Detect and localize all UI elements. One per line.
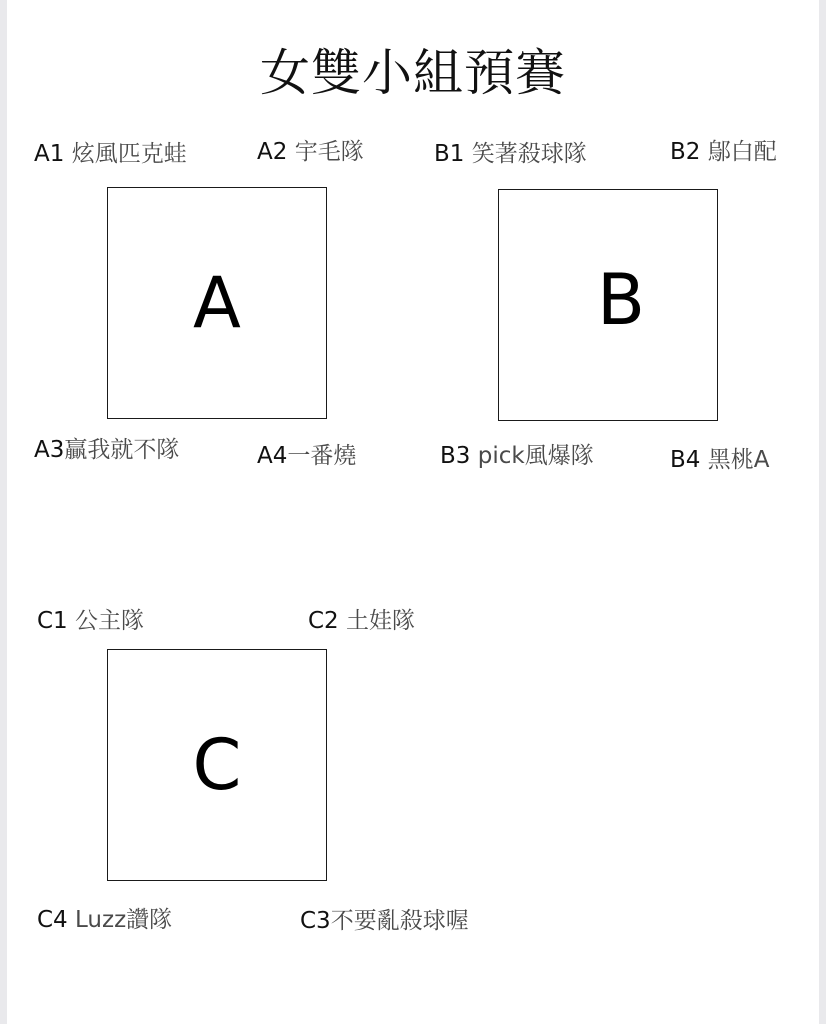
team-label-a3 xyxy=(34,435,179,465)
team-name: 炫風匹克蛙 xyxy=(71,141,187,167)
team-code: A4 xyxy=(257,443,288,469)
team-label-a2 xyxy=(257,137,364,167)
team-code: B2 xyxy=(670,139,701,165)
team-code: A3 xyxy=(34,437,65,463)
team-code: A2 xyxy=(257,139,288,165)
group-letter-c: C xyxy=(192,724,242,806)
group-letter-b: B xyxy=(596,259,646,341)
team-label-b3 xyxy=(440,441,594,471)
team-code: B4 xyxy=(670,447,701,473)
team-code: B1 xyxy=(434,141,465,167)
team-name: 公主隊 xyxy=(75,608,145,634)
group-letter-a: A xyxy=(193,262,241,344)
team-code: C4 xyxy=(37,907,68,933)
page-title: 女雙小組預賽 xyxy=(260,44,566,102)
team-name: 笑著殺球隊 xyxy=(471,141,587,167)
group-box-a xyxy=(107,187,327,419)
team-name: 宇毛隊 xyxy=(294,139,364,165)
team-code: C3 xyxy=(300,908,331,934)
team-code: C2 xyxy=(308,608,339,634)
team-label-b1 xyxy=(434,139,587,169)
team-label-c2 xyxy=(308,606,415,636)
team-label-a4 xyxy=(257,441,356,471)
team-name: 贏我就不隊 xyxy=(64,437,180,463)
team-name: 不要亂殺球喔 xyxy=(330,908,469,934)
team-label-c1 xyxy=(37,606,144,636)
team-name: 一番燒 xyxy=(287,443,357,469)
team-name: 鄔白配 xyxy=(707,139,777,165)
team-code: A1 xyxy=(34,141,65,167)
team-name: Luzz讚隊 xyxy=(75,907,173,933)
team-label-b4 xyxy=(670,445,769,475)
team-label-b2 xyxy=(670,137,777,167)
team-name: pick風爆隊 xyxy=(477,443,594,469)
group-box-c xyxy=(107,649,327,881)
team-code: C1 xyxy=(37,608,68,634)
group-box-b xyxy=(498,189,718,421)
team-name: 黑桃A xyxy=(707,447,770,473)
team-code: B3 xyxy=(440,443,471,469)
team-label-c4 xyxy=(37,905,172,935)
team-label-c3 xyxy=(300,906,469,936)
team-label-a1 xyxy=(34,139,187,169)
team-name: 土娃隊 xyxy=(346,608,416,634)
